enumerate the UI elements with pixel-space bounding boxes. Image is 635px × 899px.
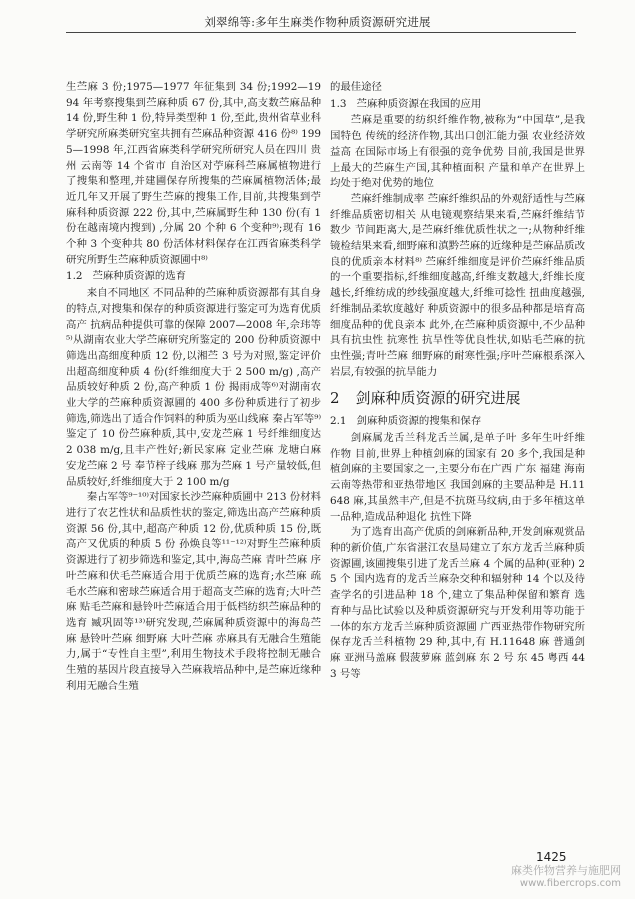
subsection-title: 剑麻种质资源的搜集和保存 — [356, 415, 482, 428]
paragraph: 的最佳途径 — [330, 81, 382, 93]
subsection-number: 1.3 — [330, 97, 347, 110]
paragraph: 为了选育出高产优质的剑麻新品种,开发剑麻观赏品种的新价值,广东省湛江农垦局建立了东方龙舌兰麻种质资源圃,该圃搜集引进了龙舌兰麻 4 个属的品种(亚种) 25 个 国内选育的龙舌兰麻杂交种和辐射种 14 个以及待查学名的引进品种 18 个,建立了集品种保留和繁育 选育种与品比试验以及种质资源研究与开发利用等功能于一体的东方龙舌兰麻种质资源圃 广西亚热带作物研究所保存龙舌兰科植物 29 种,其中,有 H.11648 麻 普通剑麻 亚洲马盖麻 假菠萝麻 蓝剑麻 东 2 号 东 45 粤西 443 号等 — [330, 526, 585, 680]
subsection-title: 苎麻种质资源的选育 — [92, 270, 187, 283]
paragraph: 苎麻纤维制成率 苎麻纤维织品的外观舒适性与苎麻纤维品质密切相关 从电镜观察结果来看,苎麻纤维结节数少 节间距离大,是苎麻纤维优质性状之一;从物种纤维镜检结果来看,细野麻和滇黔苎麻的近缘种是苎麻品质改良的优质亲本材料⁸⁾ 苎麻纤维细度是评价苎麻纤维品质的一个重要指标,纤维细度越高,纤维支数越大,纤维长度越长,纤维纺成的纱线强度越大,纤维可捻性 扭曲度越强,纤维制品柔软度越好 种质资源中的很多品种都是培育高细度品种的优良亲本 此外,在苎麻种质资源中,不少品种具有抗虫性 抗寒性 抗旱性等优良性状,如贴毛苎麻的抗虫性强;青叶苎麻 细野麻的耐寒性强;序叶苎麻根系深入岩层,有较强的抗旱能力 — [330, 192, 585, 378]
subsection-number: 2.1 — [330, 415, 347, 428]
paragraph: 剑麻属龙舌兰科龙舌兰属,是单子叶 多年生叶纤维作物 目前,世界上种植剑麻的国家有 20 多个,我国是种植剑麻的主要国家之一,主要分布在广西 广东 福建 海南 云南等热带和亚热带地区 我国剑麻的主要品种是 H.11648 麻,其虽然丰产,但是不抗斑马纹病,由于多年植这单一品种,造成品种退化 抗性下降 — [330, 432, 585, 523]
right-column — [330, 80, 585, 682]
page-number: 1425 — [536, 850, 567, 864]
subsection-heading-1-2 — [66, 269, 321, 285]
paragraph: 生苎麻 3 份;1975—1977 年征集到 34 份;1992—1994 年考察搜集到苎麻种质 67 份,其中,高支数苎麻品种 14 份,野生种 1 份,特异类型种 1 份,至此,贵州省草业科学研究所麻类研究室共拥有苎麻品种资源 416 份⁸⁾ 1995—1998 年,江西省麻类科学研究所研究人员在四川 贵州 云南等 14 个省市 自治区对苧麻科苎麻属植物进行了搜集和整理,并建圃保存所搜集的苎麻属植物活体;最近几年又开展了野生苎麻的搜集工作,目前,共搜集到苧麻科种质资源 222 份,其中,苎麻属野生种 130 份(有 1 份在越南境内搜到) ,分属 20 个种 6 个变种⁹⁾;现有 16 个种 3 个变种共 80 份活体材料保存在江西省麻类科学研究所野生苎麻种质资源圃中⁸⁾ — [66, 81, 321, 266]
subsection-number: 1.2 — [66, 270, 83, 283]
watermark-text: 麻类作物营养与施肥网 — [511, 864, 621, 877]
left-column — [66, 80, 321, 694]
watermark — [511, 864, 621, 890]
watermark-url: www.fibercrops.com — [519, 878, 621, 889]
paragraph: 秦占军等⁹⁻¹⁰⁾对国家长沙苎麻种质圃中 213 份材料进行了农艺性状和品质性状的鉴定,筛选出高产苎麻种质资源 56 份,其中,超高产种质 12 份,优质种质 15 份,既高产又优质的种质 5 份 孙焕良等¹¹⁻¹²⁾对野生苎麻种质资源进行了初步筛选和鉴定,其中,海岛苎麻 青叶苎麻 序叶苎麻和伏毛苎麻适合用于优质苎麻的选育;水苎麻 疏毛水苎麻和密球苎麻适合用于超高支苎麻的选育;大叶苎麻 贴毛苎麻和悬铃叶苎麻适合用于低档纺织苎麻品种的选育 臧巩固等¹³⁾研究发现,苎麻属种质资源中的海岛苎麻 悬铃叶苎麻 细野麻 大叶苎麻 赤麻具有无融合生殖能力,属于“专性自主型”,利用生物技术手段将控制无融合生殖的基因片段直接导入苎麻栽培品种中,是苎麻近缘种利用无融合生殖 — [66, 491, 321, 692]
subsection-heading-2-1 — [330, 414, 585, 430]
section-number: 2 — [330, 389, 340, 408]
running-title: 刘翠绵等:多年生麻类作物种质资源研究进展 — [204, 15, 431, 29]
section-heading-2 — [330, 387, 585, 409]
subsection-title: 苎麻种质资源在我国的应用 — [356, 97, 482, 110]
subsection-heading-1-3 — [330, 97, 585, 113]
paragraph: 来自不同地区 不同品种的苎麻种质资源都有其自身的特点,对搜集和保存的种质资源进行鉴定可为选育优质 高产 抗病品种提供可靠的保障 2007—2008 年,佘玮等⁵⁾从湖南农业大学苎麻研究所鉴定的 200 份种质资源中筛选出高细度种质 12 份,以湘苎 3 号为对照,鉴定评价出超高细度种质 4 份(纤维细度大于 2 500 m/g) ,高产 品质较好种质 2 份,高产种质 1 份 揭雨成等⁶⁾对湖南农业大学的苎麻种质资源圃的 400 多份种质进行了初步筛选,筛选出了适合作饲料的种质为巫山线麻 秦占军等⁹⁾鉴定了 10 份苎麻种质,其中,安龙苎麻 1 号纤维细度达 2 038 m/g,且丰产性好;新民家麻 定业苎麻 龙塘白麻 安龙苎麻 2 号 奉节梓子线麻 那为苎麻 1 号产量较低,但品质较好,纤维细度大于 2 100 m/g — [66, 287, 321, 488]
paragraph: 苎麻是重要的纺织纤维作物,被称为“中国草”,是我国特色 传统的经济作物,其出口创汇能力强 农业经济效益高 在国际市场上有很强的竞争优势 目前,我国是世界上最大的苎麻生产国,其种植面积 产量和单产在世界上均处于绝对优势的地位 — [330, 114, 585, 190]
header-rule — [66, 32, 576, 33]
section-title: 剑麻种质资源的研究进展 — [355, 389, 521, 408]
